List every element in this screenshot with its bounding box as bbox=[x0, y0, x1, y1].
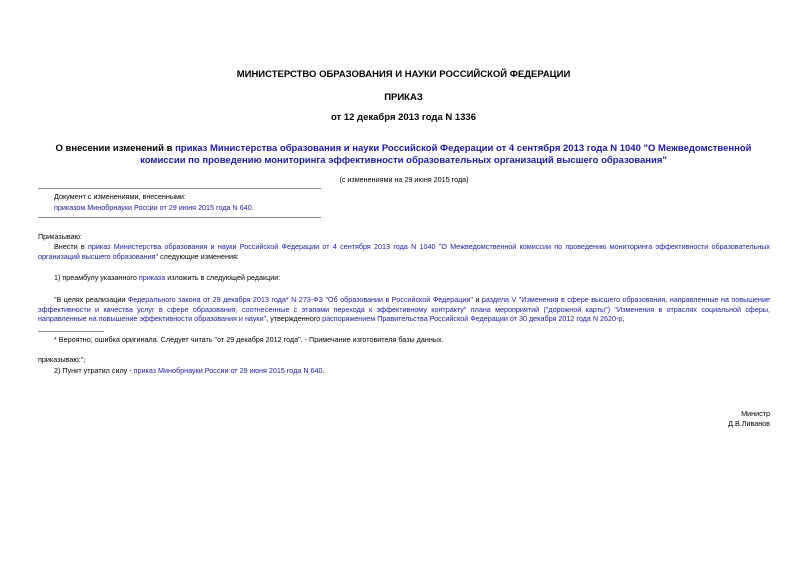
p3-d: , bbox=[622, 314, 625, 323]
p1-suffix: следующие изменения: bbox=[158, 251, 239, 261]
p3-a: "В целях реализации bbox=[54, 295, 128, 304]
footnote: * Вероятно, ошибка оригинала. Следует читать "от 29 декабря 2012 года". - Примечание изготовителя базы данных. bbox=[54, 335, 444, 344]
p3-link-section[interactable]: раздела V "Изменения в сфере высшего образования, направленные на повышение эффективности и качества услуг в сфере образования, соотнесенные с этапами перехода к эффективному контракту" плана мероприятий ("дорожной карты") "Изменения в отраслях социальной сферы, направленные на повышение эффективности образования и науки" bbox=[38, 295, 771, 323]
footnote-divider bbox=[38, 331, 104, 332]
document-date-number: от 12 декабря 2013 года N 1336 bbox=[330, 112, 476, 123]
p3-link-federal-law[interactable]: Федерального закона от 29 декабря 2013 года* N 273-ФЗ "Об образовании в Российской Федерации" bbox=[127, 295, 473, 304]
title-link[interactable]: приказ Министерства образования и науки Российской Федерации от 4 сентября 2013 года N 1040 "О Межведомственной комиссии по проведению мониторинга эффективности образовательных организаций высшего образования" bbox=[140, 143, 752, 166]
changes-link[interactable]: приказом Минобрнауки России от 29 июня 2015 года N 640 bbox=[54, 203, 252, 212]
amendments-note: (с изменениями на 29 июня 2015 года) bbox=[339, 175, 469, 184]
signature-position: Министр bbox=[741, 409, 770, 418]
p5-suffix: . bbox=[322, 366, 325, 375]
document-title bbox=[40, 143, 767, 167]
ministry-heading: МИНИСТЕРСТВО ОБРАЗОВАНИЯ И НАУКИ РОССИЙСКОЙ ФЕДЕРАЦИИ bbox=[236, 69, 571, 80]
p2-prefix: 1) преамбулу указанного bbox=[54, 273, 139, 282]
p2-suffix: изложить в следующей редакции: bbox=[165, 273, 281, 282]
p1-prefix: Внести в bbox=[54, 242, 89, 251]
paragraph-item-1 bbox=[38, 273, 770, 283]
paragraph-order-closing: приказываю:"; bbox=[38, 355, 86, 364]
changes-entry bbox=[54, 203, 254, 213]
changes-label: Документ с изменениями, внесенными: bbox=[54, 192, 186, 201]
divider-bottom bbox=[38, 217, 321, 218]
document-type: ПРИКАЗ bbox=[384, 92, 423, 103]
paragraph-item-2 bbox=[54, 366, 325, 376]
divider-top bbox=[38, 188, 321, 189]
p3-c: , утвержденного bbox=[266, 314, 323, 323]
p5-link[interactable]: приказ Минобрнауки России от 29 июня 2015 года N 640 bbox=[133, 366, 323, 375]
paragraph-preamble bbox=[38, 295, 770, 324]
p2-link[interactable]: приказа bbox=[138, 273, 166, 282]
signature-name: Д.В.Ливанов bbox=[728, 419, 770, 428]
title-prefix: О внесении изменений в bbox=[55, 143, 176, 154]
p1-link[interactable]: приказ Министерства образования и науки Российской Федерации от 4 сентября 2013 года N 1040 "О Межведомственной комиссии по проведению мониторинга эффективности образовательных организаций высшего образования" bbox=[38, 242, 770, 261]
order-word: Приказываю: bbox=[38, 232, 82, 241]
p3-b: и bbox=[472, 295, 482, 304]
p5-prefix: 2) Пункт утратил силу - bbox=[54, 366, 134, 375]
p3-link-order[interactable]: распоряжением Правительства Российской Федерации от 30 декабря 2012 года N 2620-р bbox=[322, 314, 623, 323]
paragraph-intro bbox=[38, 242, 770, 261]
changes-suffix: . bbox=[251, 203, 254, 212]
